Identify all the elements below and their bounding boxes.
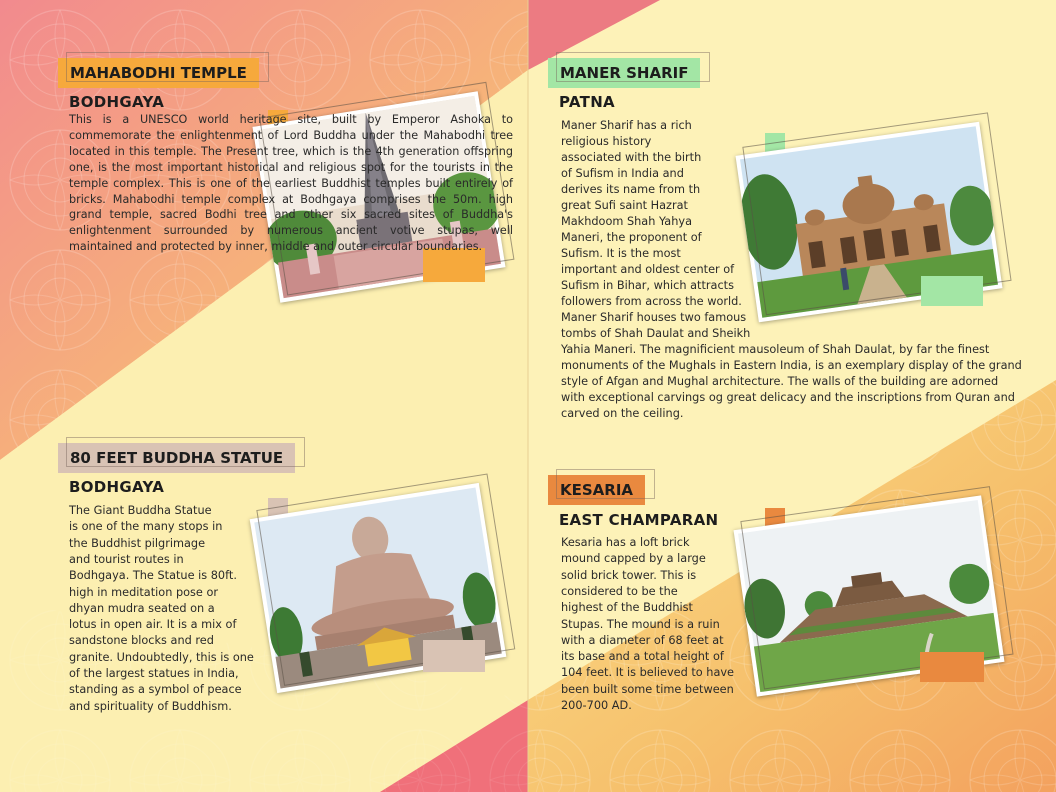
text-line: standing as a symbol of peace — [69, 683, 242, 697]
text-line: mound capped by a large — [561, 552, 706, 566]
text-line: with exceptional carvings og great delicacy and the inscriptions from Quran and — [561, 391, 1015, 404]
mahabodhi-location: BODHGAYA — [69, 93, 165, 111]
text-line: high in meditation pose or — [69, 585, 219, 599]
text-line: with a diameter of 68 feet at — [561, 633, 724, 647]
kesaria-title-tag — [548, 475, 645, 505]
text-line: Yahia Maneri. The magnificient mausoleum of Shah Daulat, by far the finest — [561, 343, 990, 356]
text-line: carved on the ceiling. — [561, 407, 684, 420]
text-line: granite. Undoubtedly, this is one — [69, 650, 254, 664]
kesaria-title: KESARIA — [560, 481, 634, 499]
mahabodhi-title-tag — [58, 58, 259, 88]
text-line: been built some time between — [561, 682, 734, 696]
text-line: tombs of Shah Daulat and Sheikh — [561, 327, 751, 340]
text-line: Maneri, the proponent of — [561, 231, 702, 244]
text-line: considered to be the — [561, 584, 678, 598]
kesaria-location: EAST CHAMPARAN — [559, 511, 719, 529]
text-line: highest of the Buddhist — [561, 601, 693, 615]
text-line: Kesaria has a loft brick — [561, 536, 690, 549]
text-line: Bodhgaya. The Statue is 80ft. — [69, 569, 237, 583]
text-line: The Giant Buddha Statue — [69, 504, 212, 517]
burnt-accent-block — [920, 652, 984, 682]
text-line: Sufism in Bihar, which attracts — [561, 279, 734, 292]
text-line: Maner Sharif has a rich — [561, 119, 692, 132]
buddha-title: 80 FEET BUDDHA STATUE — [70, 449, 284, 467]
text-line: derives its name from th — [561, 183, 701, 196]
text-line: the Buddhist pilgrimage — [69, 536, 206, 550]
maner-location: PATNA — [559, 93, 615, 111]
buddha-location: BODHGAYA — [69, 478, 165, 496]
text-line: solid brick tower. This is — [561, 568, 697, 582]
text-line: of the largest statues in India, — [69, 667, 239, 680]
maner-title: MANER SHARIF — [560, 64, 689, 82]
text-line: its base and a total height of — [561, 650, 724, 664]
text-line: followers from across the world. — [561, 295, 742, 308]
mahabodhi-description: This is a UNESCO world heritage site, built by Emperor Ashoka to commemorate the enlightenment of Lord Buddha under the Mahabodhi tree located in this temple. The Present tree, which is the 4th generation offspring one, is the most important historical and religious spot for the tourists in the temple complex. This is one of the earliest Buddhist temples built entirely of bricks. Mahabodhi temple complex at Bodhgaya comprises the 50m. high grand temple, sacred Bodhi tree and other six sacred sites of Buddha's enlightenment surrounded by numerous ancient votive stupas, well maintained and protected by inner, middle and outer circular boundaries. — [69, 113, 513, 254]
taupe-accent-block — [423, 640, 485, 672]
maner-title-tag — [548, 58, 700, 88]
text-line: religious history — [561, 135, 652, 148]
buddha-title-tag — [58, 443, 295, 473]
green-accent-block — [921, 276, 983, 306]
text-line: and spirituality of Buddhism. — [69, 699, 232, 713]
text-line: associated with the birth — [561, 151, 702, 164]
text-line: style of Afgan and Mughal architecture. The walls of the building are adorned — [561, 375, 999, 388]
text-line: Makhdoom Shah Yahya — [561, 215, 693, 228]
text-line: Maner Sharif houses two famous — [561, 311, 747, 324]
text-line: lotus in open air. It is a mix of — [69, 618, 237, 632]
text-line: great Sufi saint Hazrat — [561, 199, 688, 212]
text-line: 104 feet. It is believed to have — [561, 666, 735, 680]
text-line: Stupas. The mound is a ruin — [561, 617, 720, 631]
text-line: of Sufism in India and — [561, 167, 684, 180]
text-line: is one of the many stops in — [69, 520, 223, 534]
text-line: sandstone blocks and red — [69, 634, 214, 648]
text-line: 200-700 AD. — [561, 699, 632, 712]
mahabodhi-title: MAHABODHI TEMPLE — [70, 64, 247, 82]
text-line: and tourist routes in — [69, 552, 184, 566]
text-line: Sufism. It is the most — [561, 247, 681, 260]
text-line: dhyan mudra seated on a — [69, 601, 215, 615]
text-line: important and oldest center of — [561, 263, 735, 276]
text-line: monuments of the Mughals in Eastern India, is an exemplary display of the grand — [561, 359, 1022, 372]
